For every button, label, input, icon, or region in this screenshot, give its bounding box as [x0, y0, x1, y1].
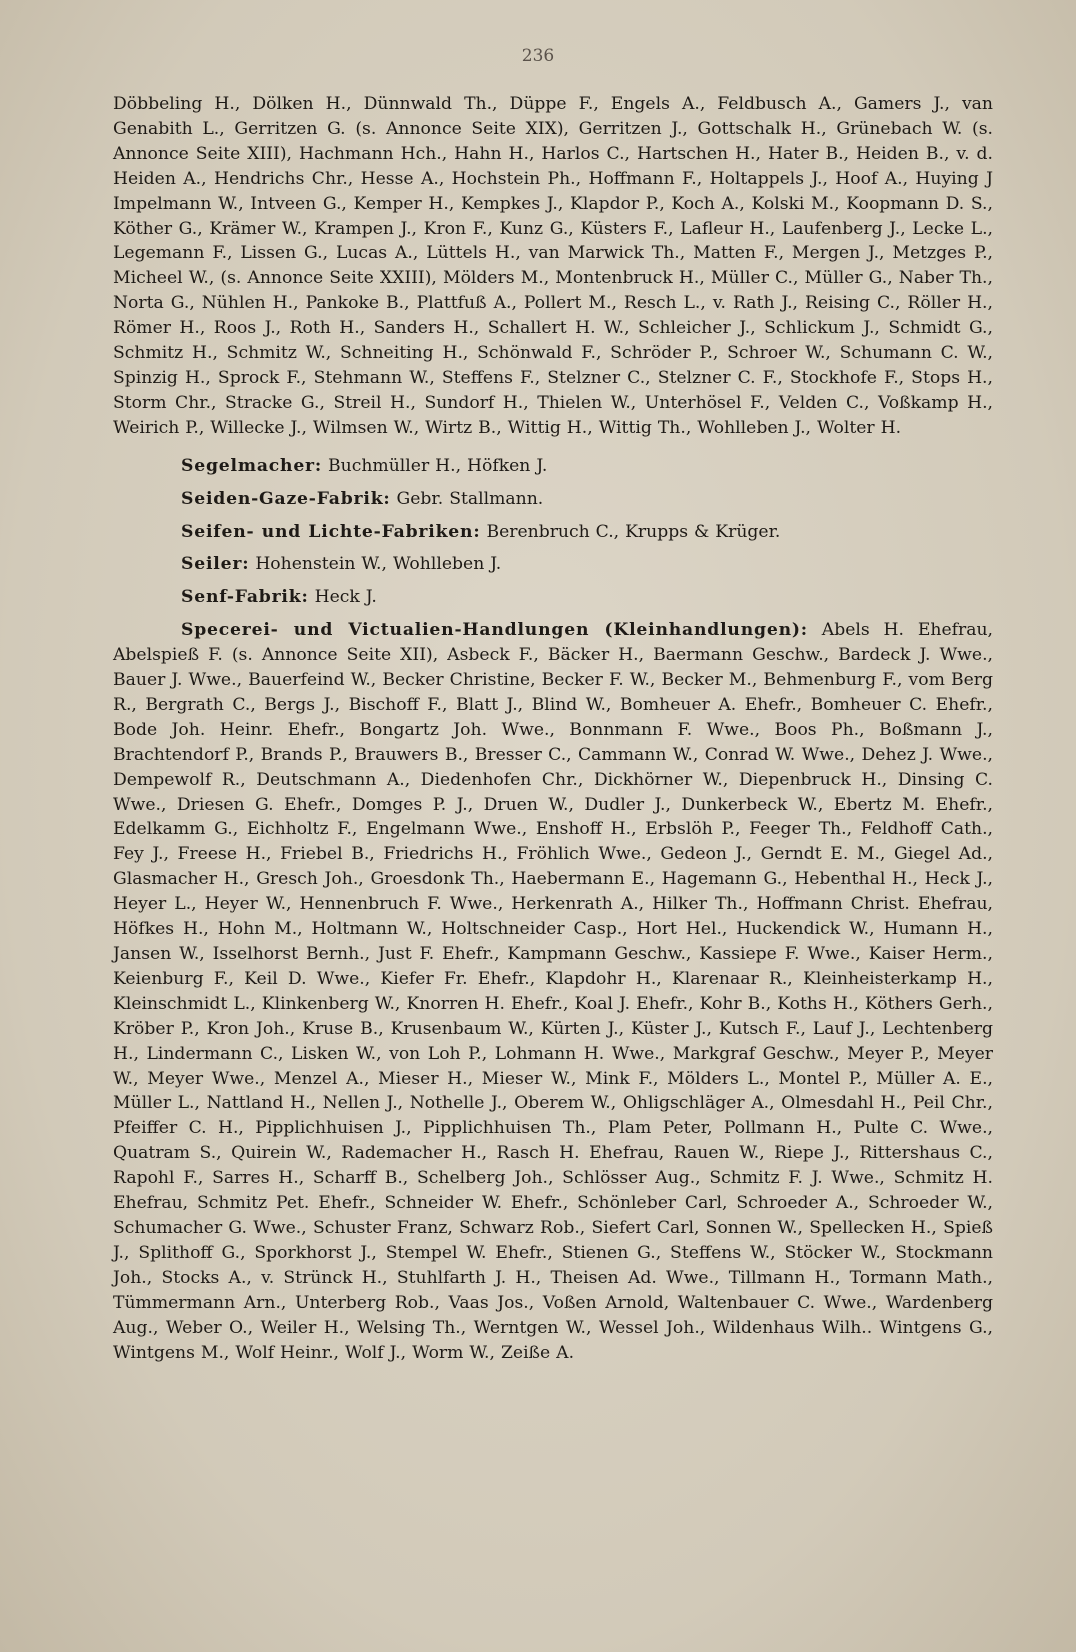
- section-text: Berenbruch C., Krupps & Krüger.: [486, 521, 781, 542]
- section-senf-fabrik: [113, 585, 993, 610]
- section-text: Buchmüller H., Höfken J.: [328, 455, 548, 476]
- intro-paragraph: Döbbeling H., Dölken H., Dünnwald Th., Düppe F., Engels A., Feldbusch A., Gamers J., van Genabith L., Gerritzen G. (s. Annonce Seite XIX), Gerritzen J., Gottschalk H., Grünebach W. (s. Annonce Seite XIII), Hachmann Hch., Hahn H., Harlos C., Hartschen H., Hater B., Heiden B., v. d. Heiden A., Hendrichs Chr., Hesse A., Hochstein Ph., Hoffmann F., Holtappels J., Hoof A., Huying J Impelmann W., Intveen G., Kemper H., Kempkes J., Klapdor P., Koch A., Kolski M., Koopmann D. S., Köther G., Krämer W., Krampen J., Kron F., Kunz G., Küsters F., Lafleur H., Laufenberg J., Lecke L., Legemann F., Lissen G., Lucas A., Lüttels H., van Marwick Th., Matten F., Mergen J., Metzges P., Micheel W., (s. Annonce Seite XXIII), Mölders M., Montenbruck H., Müller C., Müller G., Naber Th., Norta G., Nühlen H., Pankoke B., Plattfuß A., Pollert M., Resch L., v. Rath J., Reising C., Röller H., Römer H., Roos J., Roth H., Sanders H., Schallert H. W., Schleicher J., Schlickum J., Schmidt G., Schmitz H., Schmitz W., Schneiting H., Schönwald F., Schröder P., Schroer W., Schumann C. W., Spinzig H., Sprock F., Stehmann W., Steffens F., Stelzner C., Stelzner C. F., Stockhofe F., Stops H., Storm Chr., Stracke G., Streil H., Sundorf H., Thielen W., Unterhösel F., Velden C., Voßkamp H., Weirich P., Willecke J., Wilmsen W., Wirtz B., Wittig H., Wittig Th., Wohlleben J., Wolter H.: [113, 94, 993, 438]
- section-seiler: [113, 552, 993, 577]
- section-seiden-gaze-fabrik: [113, 487, 993, 512]
- section-seifen-und-lichte-fabriken: [113, 520, 993, 545]
- section-text: Gebr. Stallmann.: [396, 488, 544, 509]
- page-number: 236: [521, 46, 555, 66]
- page-content: [113, 92, 993, 1365]
- section-text: Heck J.: [314, 587, 377, 608]
- section-text: Abels H. Ehefrau, Abelspieß F. (s. Annonce Seite XII), Asbeck F., Bäcker H., Baermann Geschw., Bardeck J. Wwe., Bauer J. Wwe., Bauerfeind W., Becker Christine, Becker F. W., Becker M., Behmenburg F., vom Berg R., Bergrath C., Bergs J., Bischoff F., Blatt J., Blind W., Bomheuer A. Ehefr., Bomheuer C. Ehefr., Bode Joh. Heinr. Ehefr., Bongartz Joh. Wwe., Bonnmann F. Wwe., Boos Ph., Boßmann J., Brachtendorf P., Brands P., Brauwers B., Bresser C., Cammann W., Conrad W. Wwe., Dehez J. Wwe., Dempewolf R., Deutschmann A., Diedenhofen Chr., Dickhörner W., Diepenbruck H., Dinsing C. Wwe., Driesen G. Ehefr., Domges P. J., Druen W., Dudler J., Dunkerbeck W., Ebertz M. Ehefr., Edelkamm G., Eichholtz F., Engelmann Wwe., Enshoff H., Erbslöh P., Feeger Th., Feldhoff Cath., Fey J., Freese H., Friebel B., Friedrichs H., Fröhlich Wwe., Gedeon J., Gerndt E. M., Giegel Ad., Glasmacher H., Gresch Joh., Groesdonk Th., Haebermann E., Hagemann G., Hebenthal H., Heck J., Heyer L., Heyer W., Hennenbruch F. Wwe., Herkenrath A., Hilker Th., Hoffmann Christ. Ehefrau, Höfkes H., Hohn M., Holtmann W., Holtschneider Casp., Hort Hel., Huckendick W., Humann H., Jansen W., Isselhorst Bernh., Just F. Ehefr., Kampmann Geschw., Kassiepe F. Wwe., Kaiser Herm., Keienburg F., Keil D. Wwe., Kiefer Fr. Ehefr., Klapdohr H., Klarenaar R., Kleinheisterkamp H., Kleinschmidt L., Klinkenberg W., Knorren H. Ehefr., Koal J. Ehefr., Kohr B., Koths H., Köthers Gerh., Kröber P., Kron Joh., Kruse B., Krusenbaum W., Kürten J., Küster J., Kutsch F., Lauf J., Lechtenberg H., Lindermann C., Lisken W., von Loh P., Lohmann H. Wwe., Markgraf Geschw., Meyer P., Meyer W., Meyer Wwe., Menzel A., Mieser H., Mieser W., Mink F., Mölders L., Montel P., Müller A. E., Müller L., Nattland H., Nellen J., Nothelle J., Oberem W., Ohligschläger A., Olmesdahl H., Peil Chr., Pfeiffer C. H., Pipplichhuisen J., Pipplichhuisen Th., Plam Peter, Pollmann H., Pulte C. Wwe., Quatram S., Quirein W., Rademacher H., Rasch H. Ehefrau, Rauen W., Riepe J., Rittershaus C., Rapohl F., Sarres H., Scharff B., Schelberg Joh., Schlösser Aug., Schmitz F. J. Wwe., Schmitz H. Ehefrau, Schmitz Pet. Ehefr., Schneider W. Ehefr., Schönleber Carl, Schroeder A., Schroeder W., Schumacher G. Wwe., Schuster Franz, Schwarz Rob., Siefert Carl, Sonnen W., Spellecken H., Spieß J., Splithoff G., Sporkhorst J., Stempel W. Ehefr., Stienen G., Steffens W., Stöcker W., Stockmann Joh., Stocks A., v. Strünck H., Stuhlfarth J. H., Theisen Ad. Wwe., Tillmann H., Tormann Math., Tümmermann Arn., Unterberg Rob., Vaas Jos., Voßen Arnold, Waltenbauer C. Wwe., Wardenberg Aug., Weber O., Weiler H., Welsing Th., Werntgen W., Wessel Joh., Wildenhaus Wilh.. Wintgens G., Wintgens M., Wolf Heinr., Wolf J., Worm W., Zeiße A.: [113, 620, 993, 1363]
- section-specerei-und-victualien-handlungen: [113, 618, 993, 1365]
- section-heading: Seifen- und Lichte-Fabriken:: [181, 521, 481, 542]
- section-heading: Seiden-Gaze-Fabrik:: [181, 488, 391, 509]
- section-heading: Senf-Fabrik:: [181, 587, 309, 608]
- section-heading: Specerei- und Victualien-Handlungen (Kleinhandlungen):: [181, 620, 808, 641]
- section-text: Hohenstein W., Wohlleben J.: [255, 554, 502, 575]
- section-heading: Segelmacher:: [181, 455, 323, 476]
- section-segelmacher: [113, 454, 993, 479]
- section-heading: Seiler:: [181, 554, 250, 575]
